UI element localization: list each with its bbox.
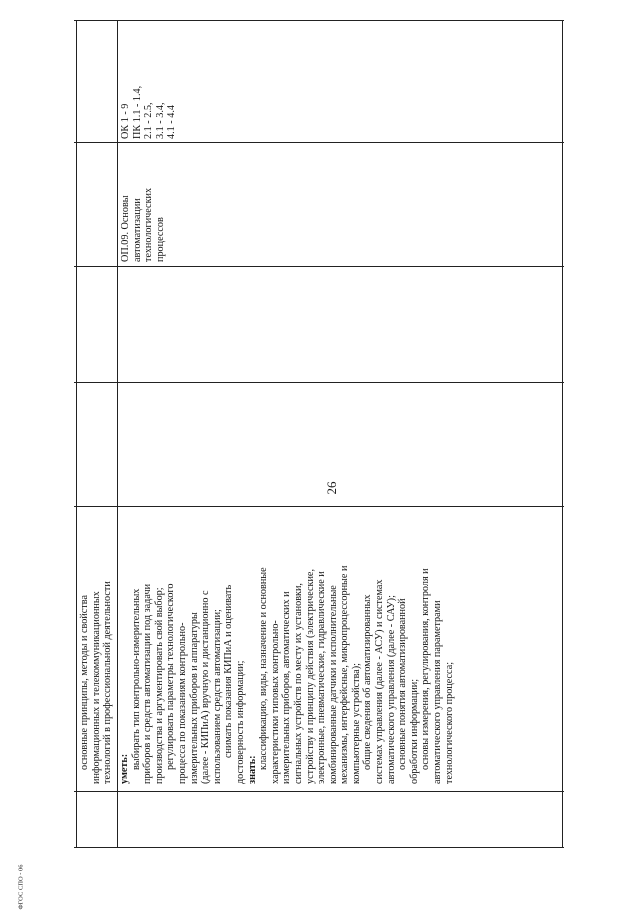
text-line: обработки информации; (408, 678, 420, 784)
knowledge-cell (119, 508, 561, 784)
text-line: механизмы, интерфейсные, микропроцессорные и (339, 565, 351, 784)
text-line: (далее - КИПиА) вручную и дистанционно с (200, 590, 212, 784)
text-line: приборов и средств автоматизации под задачи (142, 583, 154, 784)
label-umet: уметь: (119, 753, 130, 784)
text-line: технологического процесса; (443, 661, 455, 784)
column-divider (74, 506, 564, 507)
text-line: 2.1 - 2.5, (143, 102, 155, 139)
text-line: электронные, пневматические, гидравлические и (316, 571, 328, 784)
text-line: 4.1 - 4.4 (166, 105, 178, 139)
text-line: основные принципы, методы и свойства (79, 595, 90, 770)
text-line: измерительных приборов, автоматических и (281, 591, 293, 784)
text-line: снимать показания КИПиА и оценивать (223, 584, 235, 758)
text-line: ОП.09. Основы (120, 195, 131, 262)
text-line: характеристики типовых контрольно- (269, 620, 281, 784)
column-divider (74, 266, 564, 267)
rotated-table-wrapper (74, 20, 564, 848)
text-line: 3.1 - 3.4, (154, 102, 166, 139)
text-line: технологических (143, 187, 155, 262)
text-line: процесса по показаниям контрольно- (176, 622, 188, 784)
text-line: использованием средств автоматизации; (211, 609, 223, 784)
column-divider (74, 382, 564, 383)
text-line: основные понятия автоматизированной (397, 598, 409, 770)
competencies-cell (120, 23, 200, 139)
text-line: комбинированные датчики и исполнительные (327, 585, 339, 784)
column-divider (74, 142, 564, 143)
text-line: автоматического управления (далее - САУ); (385, 595, 397, 784)
competency-table (74, 20, 564, 848)
table-border-right (74, 20, 564, 21)
text-line: технологий в профессиональной деятельности (102, 581, 114, 784)
page-number-text: 26 (324, 481, 339, 495)
text-line: основы измерения, регулирования, контроля и (420, 568, 432, 770)
row-divider (117, 20, 118, 848)
text-line: компьютерные устройства); (350, 662, 362, 784)
discipline-cell (120, 146, 200, 262)
text-line: достоверность информации; (234, 660, 246, 784)
footer-code-text: ФГОС СПО - 06 (17, 864, 25, 910)
text-line: регулировать параметры технологического (165, 583, 177, 770)
text-line: системах управления (далее - АСУ) и системах (374, 579, 386, 784)
text-line: ПК 1.1 - 1.4, (131, 85, 143, 139)
text-line: процессов (154, 217, 166, 262)
table-border-top (76, 20, 77, 848)
label-znat: знать: (246, 755, 258, 784)
text-line: информационных и телекоммуникационных (90, 591, 102, 784)
text-line: устройству и принципу действия (электрические, (304, 569, 316, 784)
text-line: общие сведения об автоматизированных (362, 594, 374, 770)
text-line: классификацию, виды, назначение и основные (258, 567, 270, 770)
table-border-bottom (562, 20, 563, 848)
text-line: выбирать тип контрольно-измерительных (130, 588, 142, 770)
text-line: автоматизации (131, 198, 143, 262)
text-line: сигнальных устройств по месту их установки, (292, 583, 304, 784)
column-divider (74, 791, 564, 792)
text-line: производства и аргументировать свой выбор; (153, 587, 165, 784)
knowledge-cell-continued (79, 510, 117, 784)
text-line: автоматического управления параметрами (432, 600, 444, 784)
text-line: ОК 1 - 9 (120, 103, 131, 139)
text-line: измерительных приборов и аппаратуры (188, 612, 200, 784)
table-border-left (74, 847, 564, 848)
